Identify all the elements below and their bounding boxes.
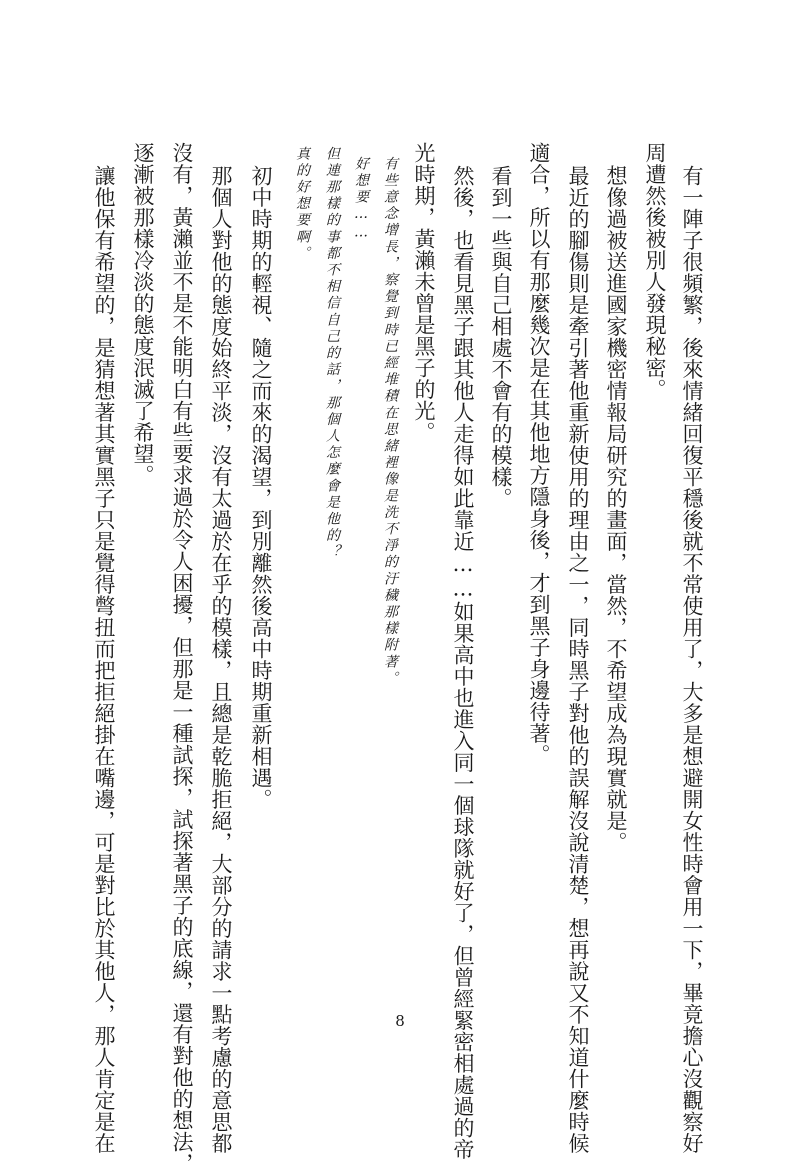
- text-column-12: 逐漸被那樣冷淡的態度泯滅了希望。: [131, 142, 155, 486]
- text-column-2: 周遭然後被別人發現秘密。: [643, 142, 667, 400]
- text-column-1: 有一陣子很頻繁，後來情緒回復平穩後就不常使用了，大多是想避開女性時會用一下，畢竟擔心沒觀察好: [680, 165, 704, 1154]
- italic-column-3: 但連那樣的事都不相信自己的話，那個人怎麼會是他的？: [324, 146, 340, 561]
- text-column-13: 讓他保有希望的，是猜想著其實黑子只是覺得彆扭而把拒絕掛在嘴邊，可是對比於其他人，那人肯定是在: [92, 165, 116, 1154]
- text-column-4: 最近的腳傷則是牽引著他重新使用的理由之一，同時黑子對他的誤解沒說清楚，想再說又不知道什麼時候: [566, 165, 590, 1154]
- text-column-3: 想像過被送進國家機密情報局研究的畫面，當然，不希望成為現實就是。: [604, 165, 628, 853]
- page-number: 8: [395, 1012, 405, 1030]
- text-column-9: 初中時期的輕視、隨之而來的渴望，到別離然後高中時期重新相遇。: [249, 165, 273, 810]
- text-column-5: 適合，所以有那麼幾次是在其他地方隱身後，才到黑子身邊待著。: [527, 142, 551, 766]
- italic-column-2: 好想要……: [353, 156, 369, 243]
- text-column-6: 看到一些與自己相處不會有的模樣。: [489, 165, 513, 509]
- text-column-10: 那個人對他的態度始終平淡，沒有太過於在乎的模樣，且總是乾脆拒絕，大部分的請求一點考慮的意思都: [209, 165, 233, 1154]
- italic-column-4: 真的好想要啊。: [294, 146, 310, 263]
- text-column-11: 沒有，黃瀨並不是不能明白有些要求過於令人困擾，但那是一種試探，試探著黑子的底線，還有對他的想法，: [170, 142, 194, 1174]
- text-column-8: 光時期，黃瀨未曾是黑子的光。: [412, 142, 436, 443]
- italic-column-1: 有些意念增長，察覺到時已經堆積在思緒裡像是洗不淨的汙穢那樣附著。: [382, 156, 398, 688]
- text-column-7: 然後，也看見黑子跟其他人走得如此靠近……如果高中也進入同一個球隊就好了，但曾經緊密相處過的帝: [451, 165, 475, 1160]
